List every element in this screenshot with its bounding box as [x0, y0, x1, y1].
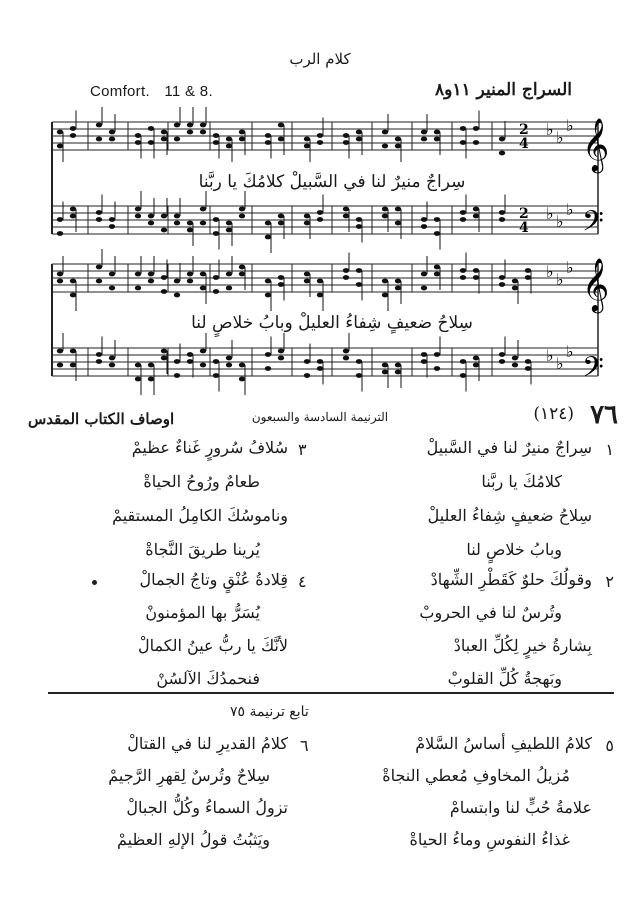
verse-line: وقولُكَ حلوٌ كَقَطْرِ الشِّهادْ	[430, 570, 592, 589]
note-head	[343, 275, 349, 280]
note-head	[200, 130, 206, 135]
note-head	[525, 359, 531, 364]
tune-name-label: Comfort.	[90, 83, 150, 100]
note-head	[278, 137, 284, 142]
note-head	[161, 356, 167, 361]
note-head	[213, 140, 219, 145]
note-head	[356, 137, 362, 142]
note-head	[70, 363, 76, 368]
note-head	[395, 137, 401, 142]
note-head	[473, 140, 479, 145]
note-head	[460, 373, 466, 378]
note-head	[382, 370, 388, 375]
verse-line: قِلادةُ عُنْقٍ وتاجُ الجمالْ	[139, 570, 288, 589]
verse-line: وناموسُكَ الكامِلُ المستقيمْ	[112, 506, 288, 525]
note-head	[200, 363, 206, 368]
note-head	[109, 356, 115, 361]
note-head	[239, 377, 245, 382]
note-head	[356, 217, 362, 222]
music-lyrics-1: سِراجٌ منيرٌ لنا في السَّبيلْ كلامُكَ يا ربَّنا	[198, 172, 466, 192]
note-head	[187, 359, 193, 364]
note-head	[187, 272, 193, 277]
note-head	[473, 214, 479, 219]
flat-icon: ♭	[566, 116, 574, 135]
note-head	[460, 126, 466, 131]
note-head	[57, 217, 63, 222]
note-head	[512, 356, 518, 361]
flat-icon: ♭	[546, 120, 554, 139]
note-head	[57, 279, 63, 284]
note-head	[161, 214, 167, 219]
note-head	[174, 293, 180, 298]
note-head	[96, 265, 102, 270]
verse-line: لأنَّكَ يا ربُّ عينُ الكمالْ	[138, 636, 288, 655]
note-head	[512, 286, 518, 291]
note-head	[278, 356, 284, 361]
verse-line: وتُرسٌ لنا في الحروبْ	[419, 603, 562, 622]
note-head	[148, 214, 154, 219]
note-head	[213, 231, 219, 236]
note-head	[265, 293, 271, 298]
note-head	[395, 144, 401, 149]
note-head	[278, 275, 284, 280]
note-head	[395, 370, 401, 375]
note-head	[434, 217, 440, 222]
note-head	[304, 214, 310, 219]
note-head	[57, 231, 63, 236]
note-head	[213, 373, 219, 378]
verse-number: ٤	[298, 572, 307, 591]
note-head	[421, 359, 427, 364]
note-head	[343, 349, 349, 354]
note-head	[57, 349, 63, 354]
ornament-dot	[92, 580, 97, 585]
note-head	[317, 359, 323, 364]
note-head	[200, 207, 206, 212]
verse-line: يُسَرُّ بها المؤمنونْ	[145, 603, 260, 622]
note-head	[395, 363, 401, 368]
note-head	[174, 123, 180, 128]
note-head	[187, 279, 193, 284]
note-head	[421, 137, 427, 142]
note-head	[70, 207, 76, 212]
note-head	[460, 268, 466, 273]
note-head	[473, 363, 479, 368]
note-head	[200, 123, 206, 128]
note-head	[317, 133, 323, 138]
note-head	[148, 140, 154, 145]
note-head	[135, 133, 141, 138]
verse-line: علامةُ حُبٍّ لنا وابتسامْ	[449, 798, 592, 817]
note-head	[356, 373, 362, 378]
note-head	[525, 275, 531, 280]
note-head	[421, 217, 427, 222]
note-head	[135, 377, 141, 382]
note-head	[161, 130, 167, 135]
tune-meter: 11 & 8.	[164, 83, 213, 100]
verse-number: ١	[605, 440, 614, 459]
note-head	[304, 221, 310, 226]
note-head	[265, 279, 271, 284]
note-head	[460, 210, 466, 215]
note-head	[187, 123, 193, 128]
note-head	[57, 130, 63, 135]
verse-line: سِراجٌ منيرٌ لنا في السَّبيلْ	[426, 438, 592, 457]
flat-icon: ♭	[556, 354, 564, 373]
note-head	[148, 279, 154, 284]
note-head	[382, 207, 388, 212]
flat-icon: ♭	[566, 342, 574, 361]
note-head	[343, 356, 349, 361]
note-head	[213, 359, 219, 364]
verse-line: تزولُ السماءُ وكُلُّ الجبالْ	[126, 798, 288, 817]
flat-icon: ♭	[546, 346, 554, 365]
note-head	[343, 140, 349, 145]
note-head	[200, 286, 206, 291]
note-head	[226, 137, 232, 142]
note-head	[434, 272, 440, 277]
note-head	[499, 210, 505, 215]
note-head	[382, 293, 388, 298]
flat-icon: ♭	[546, 262, 554, 281]
note-head	[278, 123, 284, 128]
note-head	[213, 217, 219, 222]
hymn-reference: (١٢٤)	[533, 404, 574, 424]
note-head	[226, 286, 232, 291]
note-head	[109, 363, 115, 368]
note-head	[148, 377, 154, 382]
note-head	[135, 363, 141, 368]
note-head	[265, 235, 271, 240]
note-head	[174, 221, 180, 226]
note-head	[382, 363, 388, 368]
note-head	[187, 221, 193, 226]
note-head	[499, 137, 505, 142]
verse-line: سُلافُ سُرورٍ غَناءٌ عظيمْ	[131, 438, 288, 457]
note-head	[135, 286, 141, 291]
note-head	[226, 363, 232, 368]
note-head	[512, 279, 518, 284]
note-head	[434, 265, 440, 270]
verse-line: سِلاحٌ وتُرسٌ لِقهرِ الرَّجيمْ	[108, 766, 270, 785]
note-head	[434, 130, 440, 135]
note-head	[356, 282, 362, 287]
note-head	[187, 228, 193, 233]
bass-clef-icon: 𝄢	[582, 351, 604, 391]
note-head	[395, 207, 401, 212]
note-head	[161, 228, 167, 233]
note-head	[109, 137, 115, 142]
note-head	[421, 286, 427, 291]
note-head	[421, 130, 427, 135]
bar-lines	[52, 122, 598, 376]
note-head	[239, 265, 245, 270]
running-title: كلام الرب	[289, 50, 351, 68]
note-head	[304, 137, 310, 142]
note-head	[304, 144, 310, 149]
note-head	[135, 140, 141, 145]
note-head	[421, 352, 427, 357]
hymn-topic: اوصاف الكتاب المقدس	[28, 410, 175, 428]
note-head	[382, 144, 388, 149]
note-head	[278, 349, 284, 354]
note-head	[148, 221, 154, 226]
note-head	[278, 221, 284, 226]
note-head	[421, 272, 427, 277]
verse-line: مُزيلُ المخاوفِ مُعطي النجاةْ	[382, 766, 570, 785]
note-head	[317, 217, 323, 222]
note-head	[135, 207, 141, 212]
note-head	[96, 123, 102, 128]
section-divider	[48, 692, 614, 694]
note-head	[499, 282, 505, 287]
note-head	[356, 130, 362, 135]
note-head	[382, 214, 388, 219]
flat-icon: ♭	[566, 258, 574, 277]
note-head	[356, 268, 362, 273]
staff-lines	[52, 122, 598, 376]
note-head	[473, 207, 479, 212]
music-score	[0, 0, 640, 400]
note-head	[317, 140, 323, 145]
note-head	[265, 352, 271, 357]
note-head	[96, 352, 102, 357]
flat-icon: ♭	[556, 212, 564, 231]
note-head	[499, 151, 505, 156]
note-head	[148, 126, 154, 131]
time-sig-bottom: 4	[519, 136, 529, 152]
tune-name-arabic: السراج المنير ١١و٨	[435, 80, 572, 100]
note-head	[382, 130, 388, 135]
note-head	[395, 221, 401, 226]
note-head	[239, 272, 245, 277]
note-head	[70, 214, 76, 219]
note-head	[109, 286, 115, 291]
note-head	[265, 133, 271, 138]
flat-icon: ♭	[556, 128, 564, 147]
note-head	[200, 349, 206, 354]
note-head	[148, 272, 154, 277]
note-head	[460, 140, 466, 145]
verse-number: ٣	[298, 440, 307, 459]
note-head	[109, 130, 115, 135]
note-head	[148, 363, 154, 368]
note-head	[161, 275, 167, 280]
note-head	[161, 289, 167, 294]
note-head	[317, 279, 323, 284]
clefs	[582, 117, 609, 391]
verse-line: ويَثبُتُ قولُ الإلهِ العظيمْ	[116, 830, 270, 849]
note-head	[421, 224, 427, 229]
note-head	[304, 279, 310, 284]
note-head	[174, 214, 180, 219]
music-lyrics-2: سِلاحُ ضعيفٍ شِفاءُ العليلْ وبابُ خلاصٍ لنا	[191, 313, 473, 333]
note-head	[57, 144, 63, 149]
note-head	[304, 373, 310, 378]
note-head	[317, 210, 323, 215]
note-head	[96, 279, 102, 284]
note-head	[200, 272, 206, 277]
note-head	[356, 359, 362, 364]
hymn-number: ٧٦	[590, 400, 618, 430]
note-head	[460, 275, 466, 280]
note-head	[226, 272, 232, 277]
note-head	[499, 359, 505, 364]
note-head	[96, 359, 102, 364]
note-head	[213, 289, 219, 294]
verse-line: كلامُ القديرِ لنا في القتالْ	[127, 734, 288, 753]
note-head	[525, 366, 531, 371]
note-head	[460, 217, 466, 222]
note-head	[70, 349, 76, 354]
note-head	[278, 282, 284, 287]
verse-line: سِلاحُ ضعيفٍ شِفاءُ العليلْ	[427, 506, 592, 525]
note-head	[213, 133, 219, 138]
note-head	[226, 356, 232, 361]
note-head	[239, 363, 245, 368]
note-head	[317, 366, 323, 371]
flat-icon: ♭	[546, 204, 554, 223]
note-head	[239, 207, 245, 212]
note-head	[109, 217, 115, 222]
verse-line: كلامُ اللطيفِ أساسُ السَّلامْ	[415, 734, 592, 753]
time-sig-top: 2	[519, 206, 529, 222]
note-head	[317, 293, 323, 298]
verse-number: ٢	[605, 572, 614, 591]
treble-clef-icon: 𝄞	[582, 117, 610, 171]
note-head	[70, 293, 76, 298]
note-head	[395, 279, 401, 284]
verse-line: طعامٌ ورُوحُ الحياةْ	[143, 472, 260, 491]
note-head	[434, 366, 440, 371]
note-head	[434, 137, 440, 142]
note-head	[174, 137, 180, 142]
note-head	[265, 140, 271, 145]
note-head	[96, 137, 102, 142]
verse-line: وبابُ خلاصٍ لنا	[466, 540, 562, 559]
verse-number: ٦	[300, 736, 309, 755]
note-head	[109, 224, 115, 229]
note-head	[70, 126, 76, 131]
flat-icon: ♭	[566, 200, 574, 219]
bass-clef-icon: 𝄢	[582, 205, 604, 245]
note-head	[460, 359, 466, 364]
note-head	[161, 137, 167, 142]
note-head	[239, 137, 245, 142]
note-head	[499, 352, 505, 357]
note-head	[278, 214, 284, 219]
hymn-subtitle: الترنيمة السادسة والسبعون	[251, 410, 389, 424]
note-head	[200, 221, 206, 226]
verse-number: ٥	[605, 736, 614, 755]
note-head	[343, 268, 349, 273]
note-head	[343, 207, 349, 212]
flat-icon: ♭	[556, 270, 564, 289]
verse-line: كلامُكَ يا ربَّنا	[481, 472, 562, 491]
note-head	[226, 221, 232, 226]
note-head	[434, 231, 440, 236]
note-head	[382, 279, 388, 284]
note-head	[343, 214, 349, 219]
continuation-title: تابع ترنيمة ٧٥	[230, 704, 309, 720]
note-head	[187, 130, 193, 135]
note-head	[135, 214, 141, 219]
note-head	[356, 224, 362, 229]
note-head	[226, 144, 232, 149]
time-sig-bottom: 4	[519, 220, 529, 236]
note-head	[499, 217, 505, 222]
note-head	[395, 286, 401, 291]
note-head	[70, 133, 76, 138]
note-head	[239, 130, 245, 135]
note-head	[473, 126, 479, 131]
treble-clef-icon: 𝄞	[582, 257, 610, 311]
note-head	[304, 359, 310, 364]
note-head	[499, 275, 505, 280]
note-head	[96, 210, 102, 215]
note-head	[434, 352, 440, 357]
note-head	[473, 275, 479, 280]
note-head	[473, 268, 479, 273]
note-head	[265, 221, 271, 226]
key-signatures	[546, 116, 574, 373]
verse-line: غذاءُ النفوسِ وماءُ الحياةْ	[409, 830, 570, 849]
note-head	[512, 363, 518, 368]
note-head	[473, 356, 479, 361]
time-sig-top: 2	[519, 122, 529, 138]
note-head	[239, 214, 245, 219]
note-head	[213, 275, 219, 280]
note-head	[174, 359, 180, 364]
note-head	[525, 268, 531, 273]
note-head	[304, 272, 310, 277]
verse-line: بِشارةُ خيرٍ لِكُلِّ العبادْ	[453, 636, 592, 655]
note-head	[174, 373, 180, 378]
verse-line: يُرينا طريقَ النَّجاةْ	[145, 540, 260, 559]
note-head	[174, 279, 180, 284]
note-head	[57, 272, 63, 277]
note-head	[265, 366, 271, 371]
note-head	[109, 272, 115, 277]
verse-line: فنحمدُكَ الآلسُنْ	[156, 669, 260, 688]
note-head	[343, 133, 349, 138]
note-head	[96, 217, 102, 222]
verse-line: وبَهجةُ كُلِّ القلوبْ	[447, 669, 562, 688]
note-head	[70, 279, 76, 284]
note-head	[226, 228, 232, 233]
note-head	[187, 352, 193, 357]
note-head	[135, 272, 141, 277]
note-head	[57, 363, 63, 368]
note-head	[161, 349, 167, 354]
